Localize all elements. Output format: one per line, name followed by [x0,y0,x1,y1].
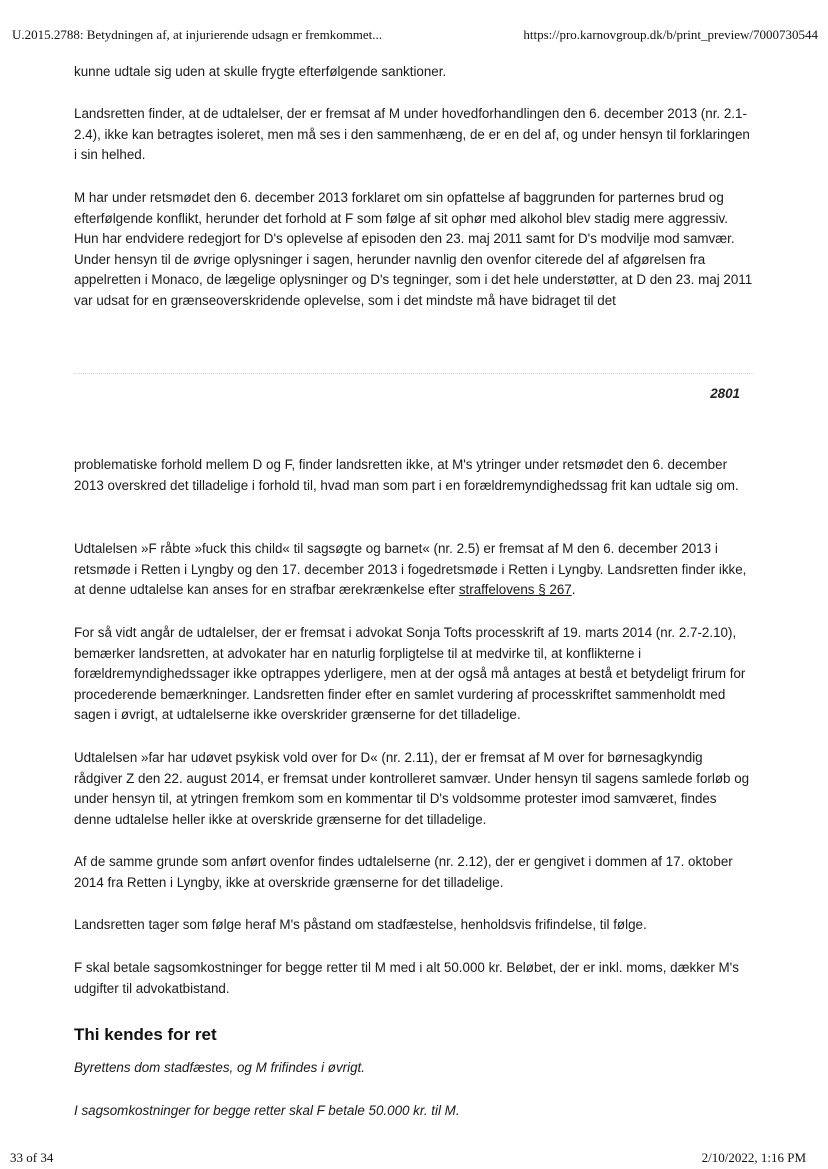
paragraph-8: Af de samme grunde som anført ovenfor findes udtalelserne (nr. 2.12), der er gengivet i dommen af 17. oktober 2014 fra Retten i Lyngby, ikke at overskride grænserne for det tilladelige. [74,854,733,890]
paragraph-5-text: Udtalelsen »F råbte »fuck this child« til sagsøgte og barnet« (nr. 2.5) er fremsat af M den 6. december 2013 i retsmøde i Retten i Lyngby og den 17. december 2013 i fogedretsmøde i Retten i Lyngby. Landsretten finder ikke, at denne udtalelse kan anses for en strafbar ærekrænkelse efter [74,541,747,597]
paragraph-6: For så vidt angår de udtalelser, der er fremsat i advokat Sonja Tofts processkrift af 19. marts 2014 (nr. 2.7-2.10), bemærker landsretten, at advokater har en naturlig forpligtelse til at medvirke til, at konflikterne i forældremyndighedssager ikke optrappes yderligere, men at der også må antages at bestå et betydeligt frirum for procederende bemærkninger. Landsretten finder efter en samlet vurdering af processkriftet sammenholdt med sagen i øvrigt, at udtalelserne ikke overskrider grænserne for det tilladelige. [74,625,746,722]
page-break-divider [74,373,754,374]
ruling-line-2: I sagsomkostninger for begge retter skal F betale 50.000 kr. til M. [74,1103,460,1118]
paragraph-10: F skal betale sagsomkostninger for begge retter til M med i alt 50.000 kr. Beløbet, der er inkl. moms, dækker M's udgifter til advokatbistand. [74,960,739,996]
paragraph-5 [74,539,754,601]
source-page-number: 2801 [710,386,740,401]
page-counter: 33 of 34 [10,1150,54,1165]
straffeloven-267-link[interactable]: straffelovens § 267 [458,582,572,597]
document-title: U.2015.2788: Betydningen af, at injurierende udsagn er fremkommet... [12,27,383,42]
ruling-line-1: Byrettens dom stadfæstes, og M frifindes i øvrigt. [74,1060,365,1075]
paragraph-5-end: . [571,582,576,597]
ruling-heading: Thi kendes for ret [74,1025,217,1044]
paragraph-7: Udtalelsen »far har udøvet psykisk vold over for D« (nr. 2.11), der er fremsat af M over for børnesagkyndig rådgiver Z den 22. august 2014, er fremsat under kontrolleret samvær. Under hensyn til sagens samlede forløb og under hensyn til, at ytringen fremkom som en kommentar til D's voldsomme protester imod samværet, findes denne udtalelse heller ikke at overskride grænserne for det tilladelige. [74,750,750,827]
page-url: https://pro.karnovgroup.dk/b/print_preview/7000730544 [523,27,818,42]
paragraph-2: Landsretten finder, at de udtalelser, der er fremsat af M under hovedforhandlingen den 6. december 2013 (nr. 2.1-2.4), ikke kan betragtes isoleret, men må ses i den sammenhæng, de er en del af, og under hensyn til forklaringen i sin helhed. [74,106,750,162]
paragraph-9: Landsretten tager som følge heraf M's påstand om stadfæstelse, henholdsvis frifindelse, til følge. [74,917,647,932]
paragraph-4: problematiske forhold mellem D og F, finder landsretten ikke, at M's ytringer under retsmødet den 6. december 2013 overskred det tilladelige i forhold til, hvad man som part i en forældremyndighedssag frit kan udtale sig om. [74,457,739,493]
print-timestamp: 2/10/2022, 1:16 PM [701,1150,806,1165]
paragraph-3: M har under retsmødet den 6. december 2013 forklaret om sin opfattelse af baggrunden for parternes brud og efterfølgende konflikt, herunder det forhold at F som følge af sit ophør med alkohol blev stadig mere aggressiv. Hun har endvidere redegjort for D's oplevelse af episoden den 23. maj 2011 samt for D's modvilje mod samvær. Under hensyn til de øvrige oplysninger i sagen, herunder navnlig den ovenfor citerede del af afgørelsen fra appelretten i Monaco, de lægelige oplysninger og D's tegninger, som i det hele understøtter, at D den 23. maj 2011 var udsat for en grænseoverskridende oplevelse, som i det mindste må have bidraget til det [74,190,753,308]
paragraph-1: kunne udtale sig uden at skulle frygte efterfølgende sanktioner. [74,64,447,79]
